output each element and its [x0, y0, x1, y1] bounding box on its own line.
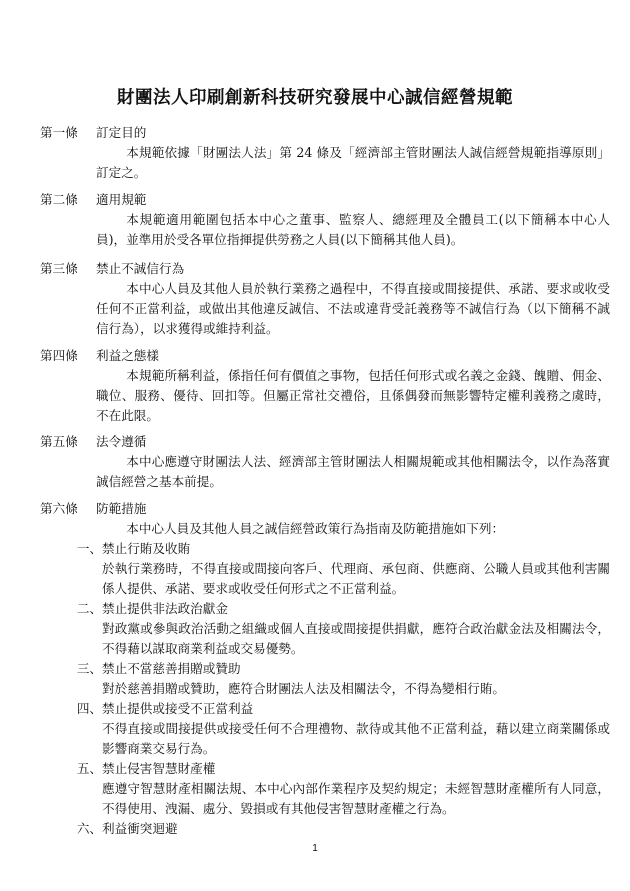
article-title: 利益之態樣 [96, 348, 159, 363]
article-body: 本規範依據「財團法人法」第 24 條及「經濟部主管財團法人誠信經營規範指導原則」訂定之。 [96, 145, 610, 180]
article-number: 第六條 [40, 501, 78, 516]
article-body: 本規範所稱利益，係指任何有價值之事物，包括任何形式或名義之金錢、餽贈、佣金、職位、服務、優待、回扣等。但屬正常社交禮俗，且係偶發而無影響特定權利義務之虞時，不在此限。 [96, 368, 610, 423]
measure-body: 對於慈善捐贈或贊助，應符合財團法人法及相關法令，不得為變相行賄。 [102, 681, 505, 696]
measure-item [40, 759, 610, 819]
article-1 [40, 123, 610, 183]
measure-body: 不得直接或間接提供或接受任何不合理禮物、款待或其他不正當利益，藉以建立商業關係或影響商業交易行為。 [102, 721, 610, 756]
article-3 [40, 259, 610, 339]
measure-item [40, 599, 610, 659]
measure-number: 二、 [76, 601, 102, 616]
article-title: 適用規範 [96, 192, 147, 207]
article-number: 第二條 [40, 192, 78, 207]
measure-title: 禁止行賄及收賄 [102, 541, 191, 556]
measure-item [40, 659, 610, 699]
article-body: 本規範適用範圍包括本中心之董事、監察人、總經理及全體員工(以下簡稱本中心人員)，並準用於受各單位指揮提供勞務之人員(以下簡稱其他人員)。 [96, 212, 610, 247]
article-title: 禁止不誠信行為 [96, 261, 185, 276]
measure-number: 一、 [76, 541, 102, 556]
measure-title: 禁止提供非法政治獻金 [102, 601, 228, 616]
article-4 [40, 346, 610, 426]
article-title: 訂定目的 [96, 125, 147, 140]
article-6 [40, 499, 610, 539]
measure-item [40, 699, 610, 759]
measure-item [40, 819, 610, 839]
measures-list [40, 539, 610, 839]
measure-item [40, 539, 610, 599]
article-heading [40, 346, 610, 366]
article-heading [40, 432, 610, 452]
article-title: 防範措施 [96, 501, 147, 516]
article-heading [40, 123, 610, 143]
article-number: 第一條 [40, 125, 78, 140]
measure-title: 利益衝突迴避 [102, 821, 178, 836]
measure-body: 對政黨或參與政治活動之組織或個人直接或間接提供捐獻，應符合政治獻金法及相關法令，不得藉以謀取商業利益或交易優勢。 [102, 621, 610, 656]
measure-number: 三、 [76, 661, 102, 676]
document-title: 財團法人印刷創新科技研究發展中心誠信經營規範 [117, 88, 513, 108]
article-number: 第三條 [40, 261, 78, 276]
article-heading [40, 259, 610, 279]
article-2 [40, 190, 610, 250]
article-body: 本中心人員及其他人員於執行業務之過程中，不得直接或間接提供、承諾、要求或收受任何不正當利益，或做出其他違反誠信、不法或違背受託義務等不誠信行為（以下簡稱不誠信行為），以求獲得或維持利益。 [96, 281, 610, 336]
measure-body: 於執行業務時，不得直接或間接向客戶、代理商、承包商、供應商、公職人員或其他利害關係人提供、承諾、要求或收受任何形式之不正當利益。 [102, 561, 610, 596]
measure-body: 應遵守智慧財產相關法規、本中心內部作業程序及契約規定；未經智慧財產權所有人同意，不得使用、洩漏、處分、毀損或有其他侵害智慧財產權之行為。 [102, 781, 610, 816]
page-number: 1 [312, 843, 318, 854]
article-5 [40, 432, 610, 492]
measure-title: 禁止提供或接受不正當利益 [102, 701, 254, 716]
measure-title: 禁止侵害智慧財產權 [102, 761, 216, 776]
measure-number: 四、 [76, 701, 102, 716]
article-body: 本中心應遵守財團法人法、經濟部主管財團法人相關規範或其他相關法令，以作為落實誠信經營之基本前提。 [96, 454, 610, 489]
article-number: 第四條 [40, 348, 78, 363]
measure-number: 五、 [76, 761, 102, 776]
measure-title: 禁止不當慈善捐贈或贊助 [102, 661, 241, 676]
article-body: 本中心人員及其他人員之誠信經營政策行為指南及防範措施如下列： [126, 521, 505, 536]
article-heading [40, 190, 610, 210]
article-title: 法令遵循 [96, 434, 147, 449]
article-heading [40, 499, 610, 519]
article-number: 第五條 [40, 434, 78, 449]
measure-number: 六、 [76, 821, 102, 836]
